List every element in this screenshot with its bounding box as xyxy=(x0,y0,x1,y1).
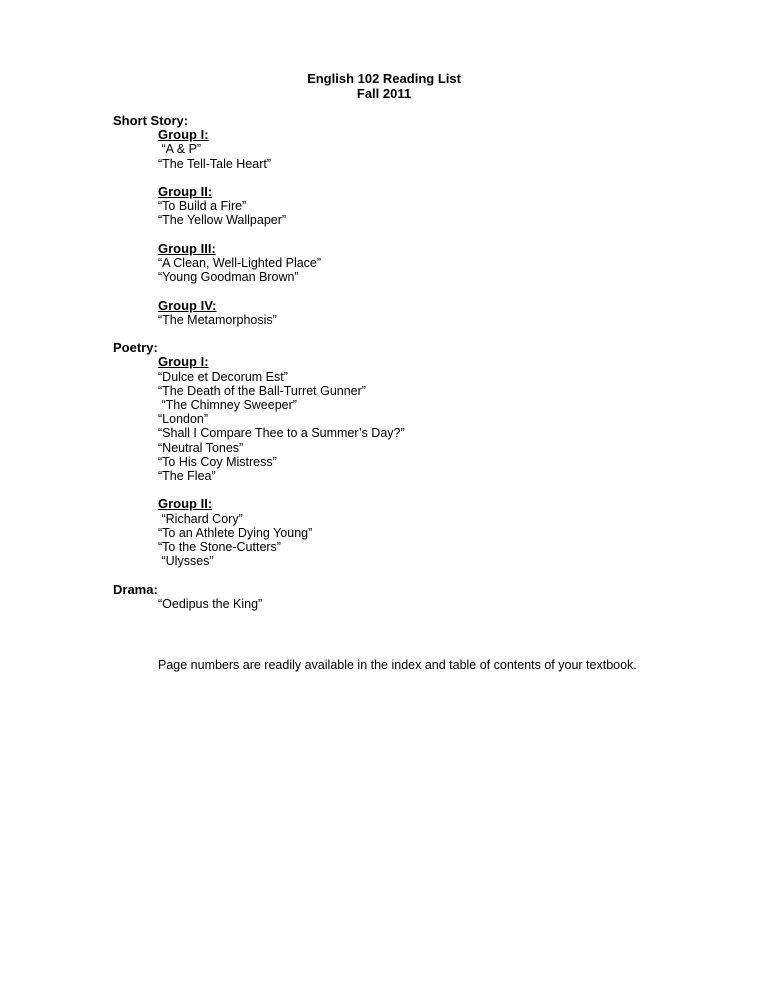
list-item: “Oedipus the King” xyxy=(158,596,263,611)
list-item: “Dulce et Decorum Est” xyxy=(158,369,288,384)
group-label: Group II: xyxy=(158,496,213,512)
list-item: “Ulysses” xyxy=(158,554,214,569)
list-item: “The Metamorphosis” xyxy=(158,312,277,327)
list-item: “A Clean, Well-Lighted Place” xyxy=(158,256,322,270)
list-item: “To the Stone-Cutters” xyxy=(158,540,281,555)
poetry-group-2 xyxy=(113,497,733,568)
section-poetry-label: Poetry: xyxy=(113,340,158,356)
footnote: Page numbers are readily available in the index and table of contents of your textbook. xyxy=(158,658,637,672)
list-item: “Shall I Compare Thee to a Summer’s Day?” xyxy=(158,426,405,441)
group-label: Group III: xyxy=(158,240,216,256)
document-title: English 102 Reading List xyxy=(307,71,461,86)
list-item: “London” xyxy=(158,412,209,427)
short-story-group-3 xyxy=(113,242,733,285)
group-label: Group II: xyxy=(158,184,213,199)
list-item: “The Yellow Wallpaper” xyxy=(158,213,287,228)
drama-items xyxy=(113,597,733,611)
list-item: “The Chimney Sweeper” xyxy=(158,398,297,412)
short-story-group-1 xyxy=(113,128,733,171)
list-item: “The Tell-Tale Heart” xyxy=(158,156,272,171)
list-item: “The Death of the Ball-Turret Gunner” xyxy=(158,383,366,398)
group-label: Group I: xyxy=(158,127,209,143)
list-item: “To Build a Fire” xyxy=(158,199,247,214)
list-item: “Richard Cory” xyxy=(158,511,243,526)
list-item: “The Flea” xyxy=(158,469,216,484)
poetry-group-1 xyxy=(113,355,733,483)
section-short-story-label: Short Story: xyxy=(113,113,189,128)
reading-list xyxy=(113,114,733,611)
group-label: Group I: xyxy=(158,354,209,370)
list-item: “To an Athlete Dying Young” xyxy=(158,525,313,540)
list-item: “A & P” xyxy=(158,142,202,157)
group-label: Group IV: xyxy=(158,297,217,313)
document-term: Fall 2011 xyxy=(356,86,412,101)
list-item: “Neutral Tones” xyxy=(158,440,244,455)
document-header xyxy=(0,71,768,101)
list-item: “Young Goodman Brown” xyxy=(158,270,299,285)
short-story-group-2 xyxy=(113,185,733,228)
list-item: “To His Coy Mistress” xyxy=(158,454,277,469)
short-story-group-4 xyxy=(113,299,733,327)
section-drama-label: Drama: xyxy=(113,581,158,597)
